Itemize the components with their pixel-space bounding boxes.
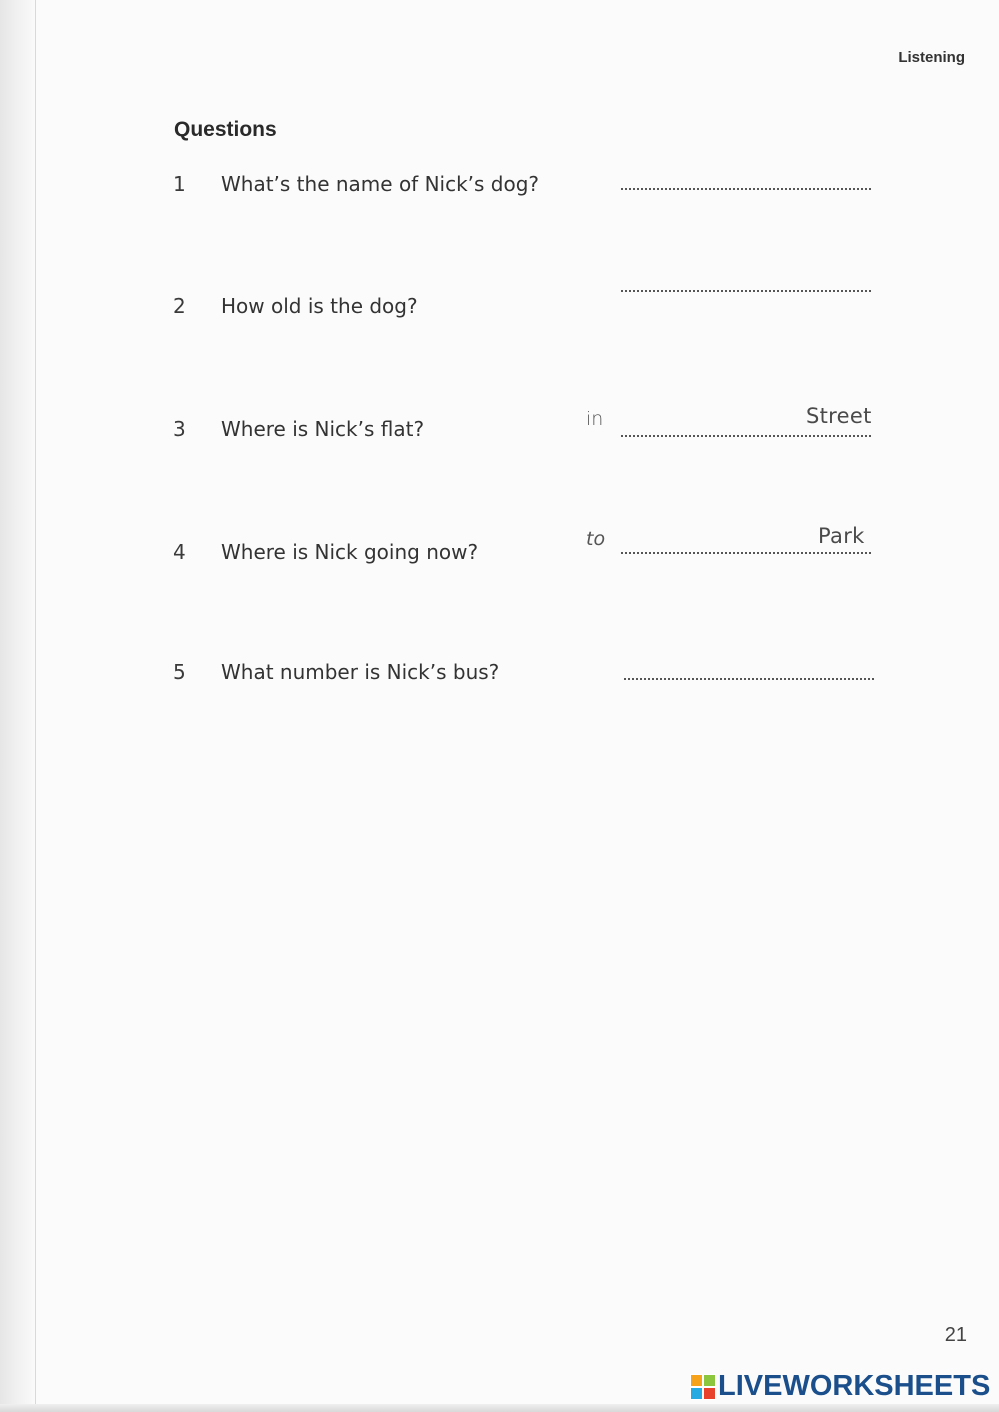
question-text: Where is Nick’s flat?: [221, 417, 425, 441]
logo-icon: [690, 1374, 716, 1400]
question-text: What number is Nick’s bus?: [221, 660, 500, 684]
question-3: [0, 400, 999, 460]
question-number: 1: [173, 172, 186, 196]
logo-tile: [703, 1374, 716, 1387]
question-number: 2: [173, 294, 186, 318]
logo-tile: [690, 1374, 703, 1387]
question-number: 4: [173, 540, 186, 564]
question-number: 5: [173, 660, 186, 684]
answer-field-5[interactable]: [624, 678, 874, 680]
liveworksheets-logo: [690, 1370, 990, 1403]
logo-text: LIVEWORKSHEETS: [718, 1370, 991, 1402]
question-text: Where is Nick going now?: [221, 540, 479, 564]
answer-field-1[interactable]: [621, 188, 871, 190]
answer-suffix: Park: [818, 524, 865, 548]
page-number: 21: [944, 1324, 967, 1346]
logo-tile: [690, 1387, 703, 1400]
question-2: [0, 290, 999, 350]
question-4: [0, 520, 999, 580]
questions-heading: Questions: [174, 118, 277, 141]
question-1: [0, 168, 999, 228]
question-text: What’s the name of Nick’s dog?: [221, 172, 540, 196]
answer-prefix: to: [586, 528, 606, 550]
answer-field-2[interactable]: [621, 290, 871, 292]
answer-field-3[interactable]: [621, 435, 871, 437]
question-number: 3: [173, 417, 186, 441]
answer-suffix: Street: [806, 404, 872, 428]
logo-tile: [703, 1387, 716, 1400]
question-text: How old is the dog?: [221, 294, 418, 318]
answer-prefix: in: [586, 408, 604, 430]
page-bottom-edge: [0, 1404, 999, 1412]
section-label: Listening: [898, 49, 965, 66]
answer-field-4[interactable]: [621, 552, 871, 554]
question-5: [0, 658, 999, 718]
